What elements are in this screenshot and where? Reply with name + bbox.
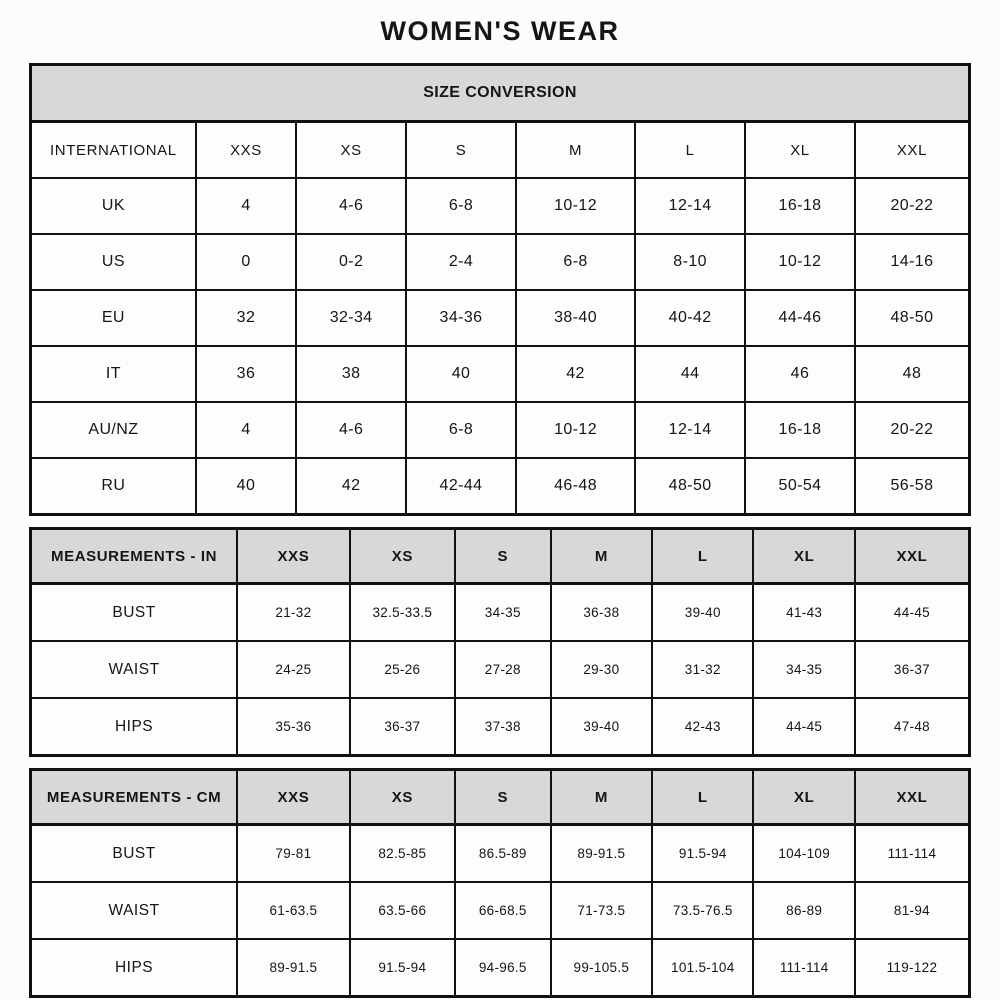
table-cell: 20-22: [855, 402, 970, 458]
table-cell: 29-30: [551, 641, 652, 698]
table-cell: 94-96.5: [455, 939, 551, 997]
table-cell: 32.5-33.5: [350, 584, 455, 642]
table-row: [31, 882, 970, 939]
table-cell: 99-105.5: [551, 939, 652, 997]
column-header: M: [551, 529, 652, 584]
size-conversion-banner-row: [31, 65, 970, 122]
table-cell: 104-109: [753, 825, 854, 883]
column-header: XXS: [237, 529, 350, 584]
column-header: L: [652, 770, 753, 825]
measurements-cm-header-row: [31, 770, 970, 825]
table-cell: 34-35: [753, 641, 854, 698]
row-label: EU: [31, 290, 196, 346]
size-conversion-title: SIZE CONVERSION: [31, 65, 970, 122]
table-cell: 24-25: [237, 641, 350, 698]
column-header: INTERNATIONAL: [31, 122, 196, 179]
table-row: [31, 234, 970, 290]
table-cell: 46-48: [516, 458, 635, 515]
table-cell: 10-12: [516, 402, 635, 458]
table-cell: 40-42: [635, 290, 745, 346]
table-cell: 4: [196, 402, 296, 458]
table-cell: 34-36: [406, 290, 516, 346]
table-cell: 40: [196, 458, 296, 515]
table-cell: 0-2: [296, 234, 406, 290]
table-cell: 48: [855, 346, 970, 402]
column-header: XXL: [855, 529, 970, 584]
table-cell: 63.5-66: [350, 882, 455, 939]
table-cell: 48-50: [635, 458, 745, 515]
table-cell: 42: [516, 346, 635, 402]
table-cell: 40: [406, 346, 516, 402]
table-row: [31, 939, 970, 997]
table-cell: 81-94: [855, 882, 970, 939]
table-row: [31, 584, 970, 642]
size-conversion-table: [29, 63, 971, 516]
measurements-in-title: MEASUREMENTS - IN: [31, 529, 238, 584]
table-row: [31, 402, 970, 458]
row-label: US: [31, 234, 196, 290]
table-cell: 48-50: [855, 290, 970, 346]
row-label: WAIST: [31, 882, 238, 939]
row-label: AU/NZ: [31, 402, 196, 458]
table-cell: 36-37: [855, 641, 970, 698]
row-label: RU: [31, 458, 196, 515]
table-cell: 42: [296, 458, 406, 515]
table-cell: 82.5-85: [350, 825, 455, 883]
table-cell: 32: [196, 290, 296, 346]
table-cell: 25-26: [350, 641, 455, 698]
table-cell: 89-91.5: [237, 939, 350, 997]
table-cell: 6-8: [406, 402, 516, 458]
table-cell: 73.5-76.5: [652, 882, 753, 939]
table-cell: 42-43: [652, 698, 753, 756]
table-row: [31, 178, 970, 234]
column-header: L: [652, 529, 753, 584]
table-cell: 56-58: [855, 458, 970, 515]
table-cell: 12-14: [635, 402, 745, 458]
measurements-cm-title: MEASUREMENTS - CM: [31, 770, 238, 825]
table-cell: 4-6: [296, 178, 406, 234]
table-cell: 21-32: [237, 584, 350, 642]
column-header: XXL: [855, 770, 970, 825]
column-header: XS: [296, 122, 406, 179]
column-header: XS: [350, 529, 455, 584]
table-cell: 31-32: [652, 641, 753, 698]
table-cell: 71-73.5: [551, 882, 652, 939]
table-cell: 42-44: [406, 458, 516, 515]
table-cell: 16-18: [745, 402, 855, 458]
table-row: [31, 698, 970, 756]
table-cell: 101.5-104: [652, 939, 753, 997]
table-cell: 47-48: [855, 698, 970, 756]
table-cell: 50-54: [745, 458, 855, 515]
table-cell: 91.5-94: [652, 825, 753, 883]
table-cell: 10-12: [516, 178, 635, 234]
column-header: L: [635, 122, 745, 179]
table-cell: 36-38: [551, 584, 652, 642]
table-cell: 111-114: [753, 939, 854, 997]
measurements-cm-table: [29, 768, 971, 998]
table-row: [31, 825, 970, 883]
table-cell: 119-122: [855, 939, 970, 997]
table-cell: 27-28: [455, 641, 551, 698]
table-cell: 4-6: [296, 402, 406, 458]
column-header: XL: [753, 770, 854, 825]
column-header: XS: [350, 770, 455, 825]
measurements-in-table: [29, 527, 971, 757]
table-cell: 86-89: [753, 882, 854, 939]
table-cell: 36-37: [350, 698, 455, 756]
column-header: S: [406, 122, 516, 179]
table-row: [31, 641, 970, 698]
table-cell: 46: [745, 346, 855, 402]
column-header: XL: [745, 122, 855, 179]
page-title: WOMEN'S WEAR: [380, 16, 620, 46]
row-label: HIPS: [31, 698, 238, 756]
table-row: [31, 290, 970, 346]
column-header: M: [551, 770, 652, 825]
table-cell: 86.5-89: [455, 825, 551, 883]
table-cell: 41-43: [753, 584, 854, 642]
row-label: UK: [31, 178, 196, 234]
column-header: S: [455, 529, 551, 584]
table-cell: 35-36: [237, 698, 350, 756]
column-header: XL: [753, 529, 854, 584]
table-cell: 61-63.5: [237, 882, 350, 939]
table-cell: 0: [196, 234, 296, 290]
table-cell: 66-68.5: [455, 882, 551, 939]
table-cell: 6-8: [406, 178, 516, 234]
table-cell: 44-45: [855, 584, 970, 642]
table-cell: 12-14: [635, 178, 745, 234]
table-row: [31, 458, 970, 515]
table-cell: 20-22: [855, 178, 970, 234]
column-header: XXS: [196, 122, 296, 179]
table-cell: 36: [196, 346, 296, 402]
table-cell: 39-40: [551, 698, 652, 756]
column-header: XXS: [237, 770, 350, 825]
table-cell: 44: [635, 346, 745, 402]
table-cell: 89-91.5: [551, 825, 652, 883]
table-cell: 14-16: [855, 234, 970, 290]
column-header: S: [455, 770, 551, 825]
table-cell: 32-34: [296, 290, 406, 346]
table-cell: 16-18: [745, 178, 855, 234]
table-cell: 38: [296, 346, 406, 402]
size-conversion-header-row: [31, 122, 970, 179]
table-cell: 91.5-94: [350, 939, 455, 997]
table-row: [31, 346, 970, 402]
row-label: WAIST: [31, 641, 238, 698]
table-cell: 6-8: [516, 234, 635, 290]
table-cell: 8-10: [635, 234, 745, 290]
row-label: BUST: [31, 825, 238, 883]
table-cell: 10-12: [745, 234, 855, 290]
table-cell: 79-81: [237, 825, 350, 883]
row-label: HIPS: [31, 939, 238, 997]
column-header: XXL: [855, 122, 970, 179]
table-cell: 111-114: [855, 825, 970, 883]
table-cell: 44-45: [753, 698, 854, 756]
table-cell: 4: [196, 178, 296, 234]
row-label: BUST: [31, 584, 238, 642]
table-cell: 2-4: [406, 234, 516, 290]
table-cell: 37-38: [455, 698, 551, 756]
measurements-in-header-row: [31, 529, 970, 584]
table-cell: 34-35: [455, 584, 551, 642]
column-header: M: [516, 122, 635, 179]
row-label: IT: [31, 346, 196, 402]
table-cell: 38-40: [516, 290, 635, 346]
table-cell: 39-40: [652, 584, 753, 642]
table-cell: 44-46: [745, 290, 855, 346]
